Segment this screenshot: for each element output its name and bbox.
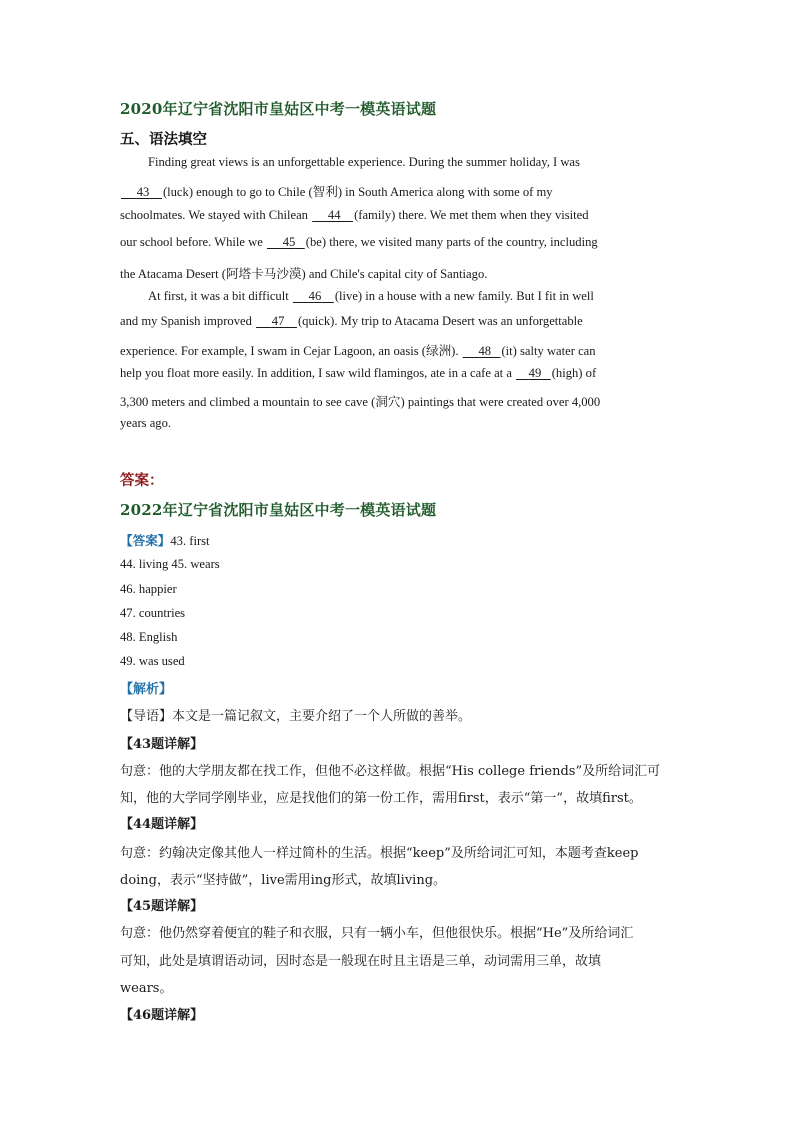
detail-line: 句意：约翰决定像其他人一样过简朴的生活。根据“keep”及所给词汇可知，本题考查keep xyxy=(120,846,639,861)
passage-line: Finding great views is an unforgettable experience. During the summer holiday, I was xyxy=(148,155,580,169)
blank-43: 43 xyxy=(136,185,150,199)
detail-line: 句意：他仍然穿着便宜的鞋子和衣服，只有一辆小车，但他很快乐。根据“He”及所给词汇 xyxy=(120,926,634,941)
answer-line: 【答案】43. first xyxy=(120,534,210,548)
exam-title-2020: 2020年辽宁省沈阳市皇姑区中考一模英语试题 xyxy=(120,100,437,118)
blank-48: 48 xyxy=(478,344,492,358)
blank-45: 45 xyxy=(282,235,296,249)
guide-text: 【导语】本文是一篇记叙文，主要介绍了一个人所做的善举。 xyxy=(120,709,472,724)
passage-line: At first, it was a bit difficult 46 (live) in a house with a new family. But I fit in well xyxy=(148,289,594,303)
answer-line: 44. living 45. wears xyxy=(120,557,220,571)
analysis-tag: 【解析】 xyxy=(120,682,173,697)
passage-line: help you float more easily. In addition, I saw wild flamingos, ate in a cafe at a 49 (high) of xyxy=(120,366,597,380)
blank-47: 47 xyxy=(271,314,285,328)
detail-heading-46: 【46题详解】 xyxy=(120,1008,204,1023)
detail-line: 句意：他的大学朋友都在找工作，但他不必这样做。根据“His college friends”及所给词汇可 xyxy=(120,764,661,779)
detail-heading-44: 【44题详解】 xyxy=(120,817,204,832)
answer-line: 48. English xyxy=(120,630,178,644)
passage-line: and my Spanish improved 47 (quick). My trip to Atacama Desert was an unforgettable xyxy=(120,314,583,328)
answer-line: 49. was used xyxy=(120,654,185,668)
answer-tag: 【答案】 xyxy=(120,534,171,548)
passage-line: the Atacama Desert (阿塔卡马沙漠) and Chile's capital city of Santiago. xyxy=(120,267,488,281)
exam-title-2022: 2022年辽宁省沈阳市皇姑区中考一模英语试题 xyxy=(120,501,437,519)
blank-46: 46 xyxy=(308,289,322,303)
passage-line: experience. For example, I swam in Cejar Lagoon, an oasis (绿洲). 48 (it) salty water can xyxy=(120,344,596,358)
detail-line: wears。 xyxy=(120,981,173,996)
detail-line: 知，他的大学同学刚毕业，应是找他们的第一份工作，需用first，表示“第一”，故填first。 xyxy=(120,791,642,806)
passage-line: our school before. While we 45 (be) there, we visited many parts of the country, including xyxy=(120,235,598,249)
detail-line: 可知，此处是填谓语动词，因时态是一般现在时且主语是三单，动词需用三单，故填 xyxy=(120,954,602,969)
answer-line: 47. countries xyxy=(120,606,186,620)
detail-heading-43: 【43题详解】 xyxy=(120,737,204,752)
answer-label: 答案： xyxy=(120,472,164,489)
blank-44: 44 xyxy=(327,208,341,222)
section-heading: 五、语法填空 xyxy=(120,131,207,148)
detail-line: doing，表示“坚持做”，live需用ing形式，故填living。 xyxy=(120,873,447,888)
passage-line: schoolmates. We stayed with Chilean 44 (family) there. We met them when they visited xyxy=(120,208,589,222)
passage-line: years ago. xyxy=(120,416,172,430)
passage-line: 3,300 meters and climbed a mountain to see cave (洞穴) paintings that were created over 4,000 xyxy=(120,395,601,409)
blank-49: 49 xyxy=(528,366,542,380)
detail-heading-45: 【45题详解】 xyxy=(120,899,204,914)
passage-line: 43 (luck) enough to go to Chile (智利) in South America along with some of my xyxy=(120,181,553,200)
answer-line: 46. happier xyxy=(120,582,177,596)
